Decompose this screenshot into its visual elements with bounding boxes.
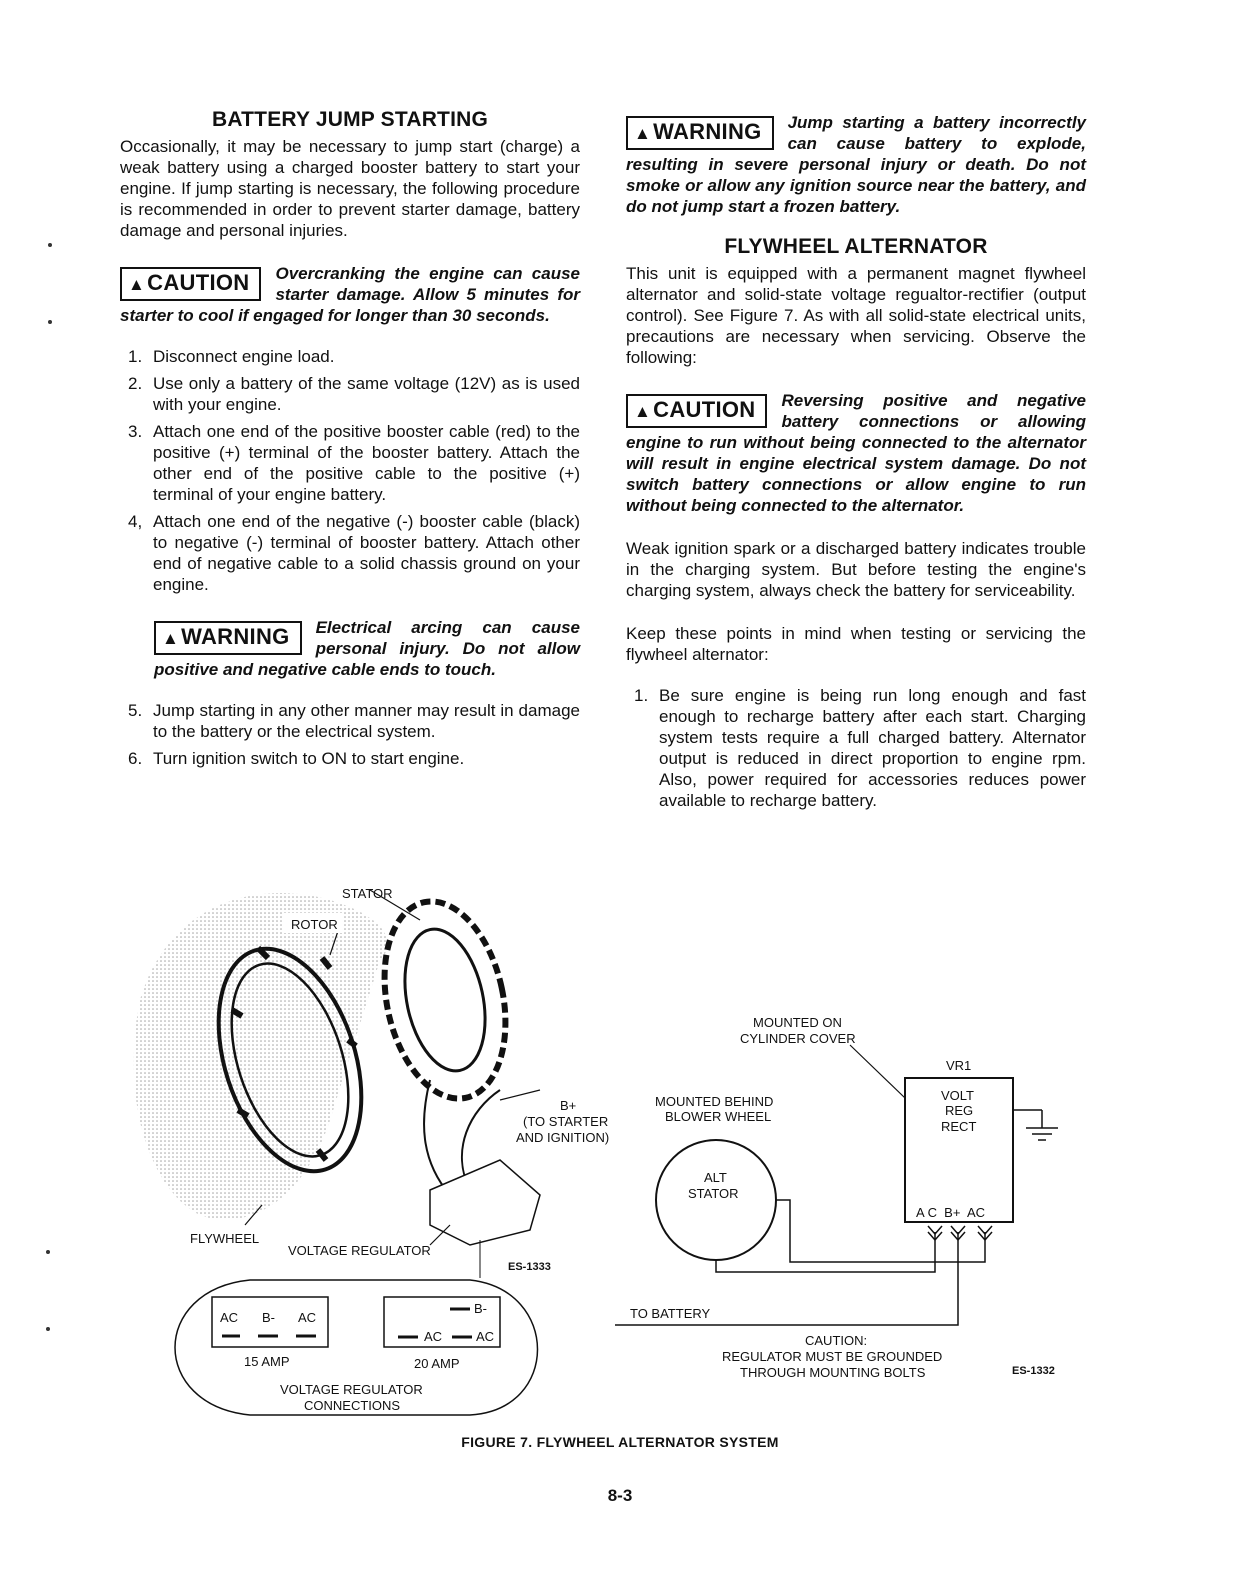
- 20-amp-label: 20 AMP: [414, 1356, 460, 1371]
- es-1333-code: ES-1333: [508, 1261, 551, 1273]
- stator-lead-wire-2: [424, 1080, 450, 1195]
- warning-triangle-icon: ▲: [162, 629, 180, 648]
- step-text: Disconnect engine load.: [153, 347, 335, 366]
- and-ignition-label: AND IGNITION): [516, 1130, 610, 1145]
- page-number: 8-3: [607, 1486, 633, 1505]
- caution-label: CAUTION: [653, 397, 756, 422]
- flywheel-label: FLYWHEEL: [190, 1231, 260, 1246]
- step-text: Attach one end of the positive booster cable (red) to the positive (+) terminal of the booster battery. Attach the other end of the positive cable to the positive (+) terminal of your engine battery.: [153, 422, 580, 504]
- step-number: 2.: [128, 374, 143, 393]
- stator-ac-wire: [716, 1232, 935, 1272]
- caution-notice: [120, 263, 580, 326]
- step-text: Be sure engine is being run long enough and fast enough to recharge battery after each start. Charging system tests require a full charged battery. Alternator output is reduced in direct proportion to engine rpm. Also, power required for accessories reduces power available to recharge battery.: [659, 686, 1086, 810]
- figure-drawing: [0, 880, 1240, 1440]
- step-number: 1.: [128, 347, 143, 366]
- step-number: 3.: [128, 422, 143, 441]
- bminus-label: B-: [262, 1310, 275, 1325]
- right-column: [626, 112, 1086, 817]
- blower-wheel-label: BLOWER WHEEL: [665, 1109, 772, 1124]
- step-number: 1.: [634, 686, 649, 705]
- to-starter-label: (TO STARTER: [523, 1114, 609, 1129]
- rotor-label: ROTOR: [291, 917, 338, 932]
- margin-mark: [48, 320, 52, 324]
- bplus-leader: [500, 1090, 540, 1100]
- figure-7: [0, 880, 1240, 1440]
- step-text: Attach one end of the negative (-) booster cable (black) to negative (-) terminal of booster battery. Attach other end of negative cable to a solid chassis ground on your engine.: [153, 512, 580, 594]
- charging-paragraph: Weak ignition spark or a discharged battery indicates trouble in the charging system. But before testing the engine's charging system, always check the battery for serviceability.: [626, 539, 1086, 600]
- step-text: Turn ignition switch to ON to start engine.: [153, 749, 465, 768]
- jump-start-intro: Occasionally, it may be necessary to jump start (charge) a weak battery using a charged booster battery to start your engine. If jump starting is necessary, the following procedure is recommended in order to prevent starter damage, battery damage and personal injuries.: [120, 137, 580, 240]
- alternator-intro: This unit is equipped with a permanent magnet flywheel alternator and solid-state voltage regualtor-rectifier (output control). See Figure 7. As with all solid-state electrical units, precautions are necessary when servicing. Observe the following:: [626, 264, 1086, 367]
- stator-outer: [367, 890, 522, 1110]
- step-text: Jump starting in any other manner may result in damage to the battery or the electrical system.: [153, 701, 580, 741]
- flywheel-alternator-heading: FLYWHEEL ALTERNATOR: [724, 235, 988, 258]
- caution-triangle-icon: ▲: [634, 402, 652, 421]
- alt-label: ALT: [704, 1170, 727, 1185]
- step-text: Use only a battery of the same voltage (12V) as is used with your engine.: [153, 374, 580, 414]
- list-item: [120, 346, 580, 367]
- list-item: [120, 421, 580, 505]
- alternator-points-list: [626, 685, 1086, 811]
- battery-jump-starting-heading: BATTERY JUMP STARTING: [211, 108, 489, 131]
- reg-label: REG: [945, 1103, 974, 1118]
- warning-label: WARNING: [653, 119, 762, 144]
- jump-steps-list: [120, 346, 580, 595]
- to-battery-label: TO BATTERY: [630, 1306, 711, 1321]
- mounted-on-label: MOUNTED ON: [753, 1015, 842, 1030]
- terminal-connectors: [928, 1226, 992, 1240]
- warning-text: Electrical arcing can cause personal injury. Do not allow positive and negative cable ends to touch.: [154, 618, 580, 679]
- alt-stator-label: STATOR: [688, 1186, 739, 1201]
- warning-badge: [154, 621, 302, 655]
- connections-title-2: CONNECTIONS: [304, 1398, 401, 1413]
- list-item: [626, 685, 1086, 811]
- es-1332-code: ES-1332: [1012, 1365, 1055, 1377]
- ac-label: AC: [298, 1310, 317, 1325]
- voltage-regulator-drawing: [430, 1160, 540, 1245]
- warning-label: WARNING: [181, 624, 290, 649]
- stator-inner: [393, 922, 497, 1079]
- terminal-labels: A C B+ AC: [916, 1205, 986, 1220]
- connections-title-1: VOLTAGE REGULATOR: [280, 1382, 423, 1397]
- caution-notice: [626, 390, 1086, 516]
- flywheel-shading: [134, 893, 388, 1219]
- vr1-label: VR1: [946, 1058, 972, 1073]
- warning-notice: [626, 112, 1086, 217]
- step-number: 6.: [128, 749, 143, 768]
- ac-label: AC: [476, 1329, 495, 1344]
- caution-grounded-text: REGULATOR MUST BE GROUNDED: [722, 1349, 943, 1364]
- caution-badge: [120, 267, 261, 301]
- flywheel-illustration: [134, 890, 540, 1278]
- alternator-schematic: [615, 1045, 1058, 1325]
- figure-caption: FIGURE 7. FLYWHEEL ALTERNATOR SYSTEM: [461, 1434, 779, 1450]
- warning-text: Jump starting a battery incorrectly can cause battery to explode, resulting in severe personal injury or death. Do not smoke or allow any ignition source near the battery, and do not jump start a frozen battery.: [626, 113, 1086, 216]
- ac-label: AC: [424, 1329, 443, 1344]
- 15-amp-label: 15 AMP: [244, 1354, 290, 1369]
- ac-label: AC: [220, 1310, 239, 1325]
- mounted-behind-label: MOUNTED BEHIND: [655, 1094, 774, 1109]
- list-item: [120, 700, 580, 742]
- bplus-label: B+: [560, 1098, 577, 1113]
- step-number: 4,: [128, 512, 143, 531]
- jump-steps-list-continued: [120, 700, 580, 769]
- caution-label: CAUTION: [147, 270, 250, 295]
- left-column: [120, 108, 580, 775]
- mounted-on-leader: [850, 1045, 905, 1098]
- cylinder-cover-label: CYLINDER COVER: [740, 1031, 856, 1046]
- voltage-regulator-label: VOLTAGE REGULATOR: [288, 1243, 431, 1258]
- caution-text: Overcranking the engine can cause starter damage. Allow 5 minutes for starter to cool if engaged for longer than 30 seconds.: [120, 264, 580, 325]
- rect-label: RECT: [941, 1119, 977, 1134]
- caution-text: Reversing positive and negative battery connections or allowing engine to run without being connected to the alternator will result in engine electrical system damage. Do not switch battery connections or allow engine to run without being connected to the alternator.: [626, 391, 1086, 515]
- margin-mark: [48, 243, 52, 247]
- volt-label: VOLT: [941, 1088, 974, 1103]
- bminus-label: B-: [474, 1301, 487, 1316]
- caution-label-diagram: CAUTION:: [805, 1333, 868, 1348]
- list-item: [120, 748, 580, 769]
- warning-notice: [154, 617, 580, 680]
- step-number: 5.: [128, 701, 143, 720]
- testing-paragraph: Keep these points in mind when testing or servicing the flywheel alternator:: [626, 624, 1086, 664]
- warning-badge: [626, 116, 774, 150]
- list-item: [120, 373, 580, 415]
- caution-mounting-text: THROUGH MOUNTING BOLTS: [740, 1365, 926, 1380]
- caution-triangle-icon: ▲: [128, 275, 146, 294]
- warning-triangle-icon: ▲: [634, 124, 652, 143]
- caution-badge: [626, 394, 767, 428]
- stator-label: STATOR: [342, 886, 393, 901]
- list-item: [120, 511, 580, 595]
